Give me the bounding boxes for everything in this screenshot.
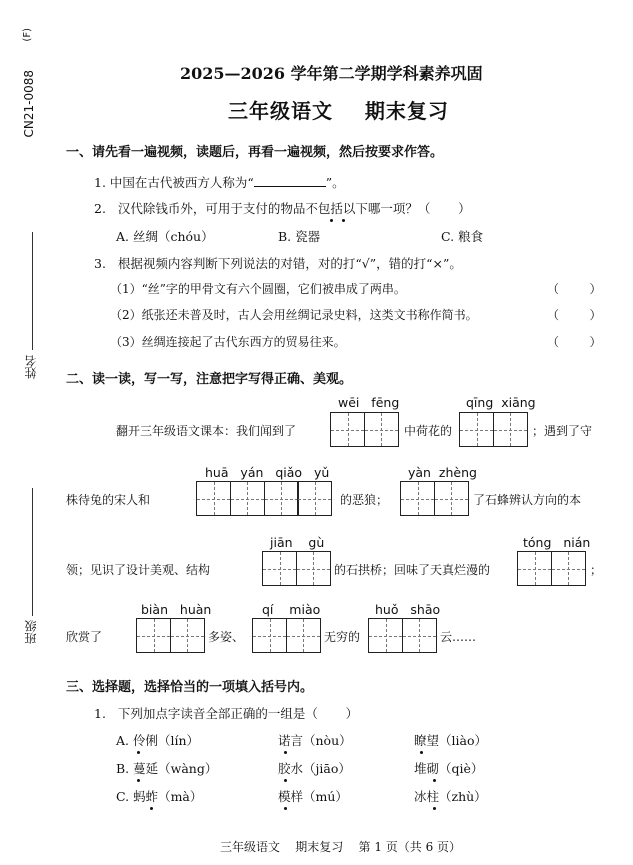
section-3-heading: 三、选择题，选择恰当的一项填入括号内。 — [66, 680, 314, 695]
s2-row4-text-b: 多姿、 — [208, 630, 245, 644]
s2-row3-text-a: 领；见识了设计美观、结构 — [66, 563, 211, 577]
grid-qi-miao[interactable] — [252, 618, 321, 653]
s1-q1-blank[interactable] — [254, 174, 326, 187]
section-1-heading: 一、请先看一遍视频，读题后，再看一遍视频，然后按要求作答。 — [66, 145, 444, 160]
s1-q2-option-c: C. 粮食 — [441, 229, 484, 244]
grid-jian-gu[interactable] — [262, 551, 331, 586]
pinyin-bian-huan: biàn huàn — [141, 602, 212, 617]
s1-q1-text: 1. 中国在古代被西方人称为“ — [94, 175, 254, 190]
grid-qing-xiang[interactable] — [459, 412, 528, 447]
s2-row2-text-c: 了石蜂辨认方向的本 — [473, 493, 582, 507]
s2-row1-text-c: ；遇到了守 — [532, 424, 593, 438]
pinyin-tong-nian: tóng nián — [523, 535, 591, 550]
writing-cell[interactable] — [296, 551, 331, 586]
writing-cell[interactable] — [459, 412, 494, 447]
emphasis-dot — [330, 219, 333, 222]
s1-question-1 — [94, 173, 345, 191]
s3-row-c-col-1: C. 蚂蚱（mà） — [116, 789, 203, 804]
s1-q3-item-1-paren[interactable]: （ ） — [547, 282, 602, 296]
writing-cell[interactable] — [286, 618, 321, 653]
writing-cell[interactable] — [364, 412, 399, 447]
s3-row-b-col-3: 堆砌（qiè） — [414, 761, 484, 776]
grid-hua-yan-qiao-yu[interactable] — [196, 481, 332, 516]
grid-huo-shao[interactable] — [368, 618, 437, 653]
emphasis-dot — [284, 807, 287, 810]
grid-bian-huan[interactable] — [136, 618, 205, 653]
s1-question-2: 2. 汉代除钱币外，可用于支付的物品不包括以下哪一项？（ ） — [94, 201, 471, 216]
s2-row1-text-b: 中荷花的 — [404, 424, 453, 438]
exam-subtitle: 三年级语文 期末复习 — [228, 99, 449, 123]
emphasis-dot — [342, 219, 345, 222]
emphasis-dot — [420, 751, 423, 754]
s3-row-b-col-1: B. 蔓延（wàng） — [116, 761, 218, 776]
s1-q3-item-2: （2）纸张还未普及时，古人会用丝绸记录史料，这类文书称作简书。 — [110, 308, 478, 322]
writing-cell[interactable] — [400, 481, 435, 516]
emphasis-dot — [150, 807, 153, 810]
s3-row-a-col-1: A. 伶俐（lín） — [116, 733, 200, 748]
name-label: 姓名 — [24, 355, 38, 379]
s3-row-b-col-2: 胶水（jiāo） — [278, 761, 351, 776]
pinyin-qi-miao: qí miào — [262, 602, 321, 617]
s2-row4-text-c: 无穷的 — [324, 630, 361, 644]
pinyin-huo-shao: huǒ shāo — [375, 602, 441, 617]
pinyin-wei-feng: wēi fēng — [338, 395, 400, 410]
s2-row4-text-a: 欣赏了 — [66, 630, 103, 644]
emphasis-dot — [433, 807, 436, 810]
s1-q2-option-a: A. 丝绸（chóu） — [116, 229, 214, 244]
s1-q3-item-3: （3）丝绸连接起了古代东西方的贸易往来。 — [110, 335, 346, 349]
document-mark: (F) — [22, 28, 33, 42]
writing-cell[interactable] — [402, 618, 437, 653]
emphasis-dot — [137, 779, 140, 782]
writing-cell[interactable] — [434, 481, 469, 516]
s1-q3-item-3-paren[interactable]: （ ） — [547, 335, 602, 349]
s1-q3-item-2-paren[interactable]: （ ） — [547, 308, 602, 322]
exam-title: 2025—2026 学年第二学期学科素养巩固 — [180, 64, 483, 83]
pinyin-qing-xiang: qīng xiāng — [466, 395, 536, 410]
s1-q1-end: ”。 — [325, 175, 345, 190]
writing-cell[interactable] — [517, 551, 552, 586]
grid-yan-zheng[interactable] — [400, 481, 469, 516]
s2-row3-text-b: 的石拱桥；回味了天真烂漫的 — [334, 563, 491, 577]
writing-cell[interactable] — [196, 481, 231, 516]
s1-q3-item-1: （1）“丝”字的甲骨文有六个圆圈，它们被串成了两串。 — [110, 282, 406, 296]
class-label: 班级 — [24, 620, 38, 644]
writing-cell[interactable] — [551, 551, 586, 586]
emphasis-dot — [284, 779, 287, 782]
s1-q2-option-b: B. 瓷器 — [278, 229, 321, 244]
name-line — [32, 232, 33, 350]
page-footer: 三年级语文 期末复习 第 1 页（共 6 页） — [220, 840, 462, 854]
document-code: CN21-0088 — [22, 70, 36, 138]
emphasis-dot — [137, 751, 140, 754]
s1-question-3: 3. 根据视频内容判断下列说法的对错，对的打“√”，错的打“×”。 — [94, 256, 462, 271]
pinyin-yan-zheng: yàn zhèng — [408, 465, 477, 480]
grid-wei-feng[interactable] — [330, 412, 399, 447]
writing-cell[interactable] — [170, 618, 205, 653]
s2-row3-text-c: ； — [590, 563, 603, 577]
writing-cell[interactable] — [264, 481, 299, 516]
writing-cell[interactable] — [136, 618, 171, 653]
class-line — [32, 488, 33, 616]
emphasis-dot — [284, 751, 287, 754]
pinyin-hua-yan-qiao-yu: huā yán qiǎo yǔ — [205, 465, 330, 480]
writing-cell[interactable] — [230, 481, 265, 516]
s3-question-1: 1. 下列加点字读音全部正确的一组是（ ） — [94, 706, 359, 721]
s3-row-a-col-3: 瞭望（liào） — [414, 733, 487, 748]
s2-row4-text-d: 云…… — [440, 630, 477, 644]
writing-cell[interactable] — [252, 618, 287, 653]
pinyin-jian-gu: jiān gù — [270, 535, 325, 550]
s2-row2-text-b: 的恶狼； — [340, 493, 389, 507]
section-2-heading: 二、读一读，写一写，注意把字写得正确、美观。 — [66, 372, 353, 387]
grid-tong-nian[interactable] — [517, 551, 586, 586]
s2-row1-text-a: 翻开三年级语文课本：我们闻到了 — [116, 424, 297, 438]
writing-cell[interactable] — [262, 551, 297, 586]
writing-cell[interactable] — [368, 618, 403, 653]
writing-cell[interactable] — [297, 481, 332, 516]
s3-row-a-col-2: 诺言（nòu） — [278, 733, 352, 748]
writing-cell[interactable] — [493, 412, 528, 447]
writing-cell[interactable] — [330, 412, 365, 447]
emphasis-dot — [433, 779, 436, 782]
s3-row-c-col-3: 冰柱（zhù） — [414, 789, 487, 804]
s3-row-c-col-2: 模样（mú） — [278, 789, 348, 804]
s2-row2-text-a: 株待兔的宋人和 — [66, 493, 151, 507]
